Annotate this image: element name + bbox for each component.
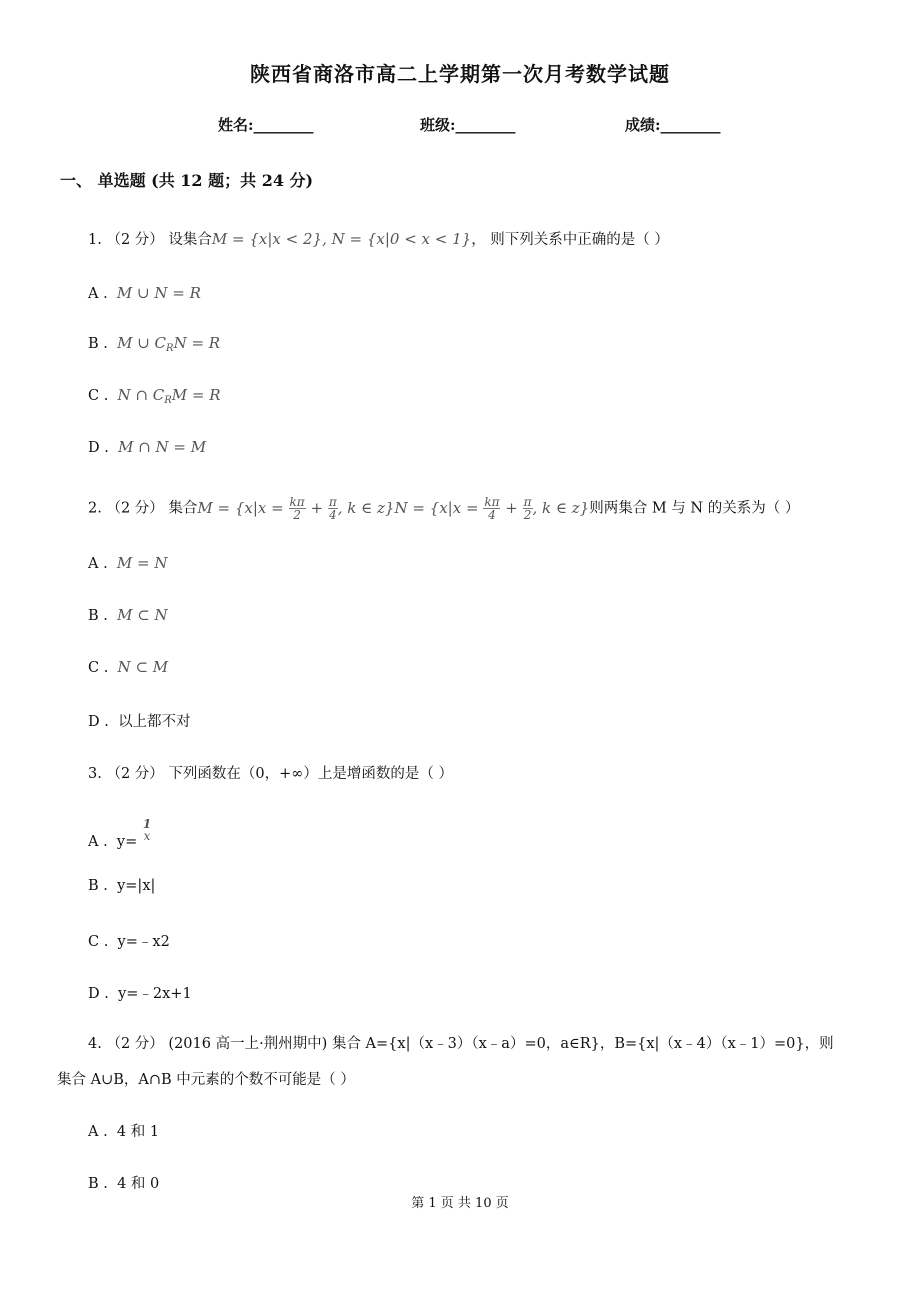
question-score: （2 分） xyxy=(106,232,164,248)
question-number: 2. xyxy=(88,500,102,517)
option-label: A . xyxy=(88,286,108,302)
question-score: （2 分） xyxy=(106,1036,164,1052)
name-field xyxy=(218,114,314,135)
option-1c xyxy=(88,386,221,406)
section-heading: 一、 单选题 (共 12 题；共 24 分) xyxy=(60,171,314,190)
option-2d xyxy=(88,710,191,731)
option-text: y=﹣x2 xyxy=(117,934,170,950)
option-text: N ⊂ M xyxy=(117,658,169,676)
question-4-line2: 集合 A∪B，A∩B 中元素的个数不可能是（ ） xyxy=(57,1072,355,1088)
option-2a xyxy=(88,554,168,572)
question-stem-end: 则两集合 M 与 N 的关系为（ ） xyxy=(589,500,800,517)
option-2c xyxy=(88,658,168,676)
option-label: B . xyxy=(88,878,108,894)
option-text: M ∪ N = R xyxy=(116,284,201,302)
question-4 xyxy=(88,1032,834,1053)
option-label: B . xyxy=(88,336,108,352)
option-4b xyxy=(88,1172,159,1193)
option-label: A . xyxy=(88,556,108,572)
question-3 xyxy=(88,762,453,783)
option-text: y=﹣2x+1 xyxy=(118,986,192,1002)
name-label: 姓名: xyxy=(218,116,254,134)
option-label: C . xyxy=(88,934,109,950)
option-label: B . xyxy=(88,608,108,624)
option-2b xyxy=(88,606,168,624)
option-label: D . xyxy=(88,440,109,456)
option-label: D . xyxy=(88,986,109,1002)
option-text: M ∪ C xyxy=(117,334,167,352)
option-label: B . xyxy=(88,1176,108,1192)
question-number: 4. xyxy=(88,1036,102,1052)
option-text: 以上都不对 xyxy=(118,714,191,730)
option-text: M ⊂ N xyxy=(117,606,168,624)
question-number: 1. xyxy=(88,232,102,248)
question-score: （2 分） xyxy=(106,766,164,782)
option-label: D . xyxy=(88,714,109,730)
option-3c xyxy=(88,930,170,951)
option-1d xyxy=(88,438,206,456)
score-label: 成绩: xyxy=(625,116,661,134)
option-text-end: N = R xyxy=(173,334,221,352)
option-text-end: M = R xyxy=(171,386,221,404)
option-3a xyxy=(88,818,152,850)
option-1b xyxy=(88,334,220,354)
option-label: C . xyxy=(88,660,109,676)
score-field xyxy=(625,114,721,135)
formula-n: N = {x|x = $\frac{k\pi}{4}$ + $\frac{\pi}{2}$ , k ∈ z} xyxy=(394,495,590,522)
class-field xyxy=(420,114,516,135)
formula-m: M = {x|x = $\frac{k\pi}{2}$ + $\frac{\pi}{4}$ , k ∈ z} xyxy=(197,495,395,522)
question-number: 3. xyxy=(88,766,102,782)
option-text: M = N xyxy=(116,554,168,572)
option-label: C . xyxy=(88,388,109,404)
option-text: 4 和 0 xyxy=(117,1176,160,1192)
question-score: （2 分） xyxy=(106,500,164,517)
option-text: N ∩ C xyxy=(117,386,165,404)
option-subscript: R xyxy=(166,343,174,354)
question-stem: 设集合 xyxy=(168,232,212,248)
option-text: 4 和 1 xyxy=(116,1124,160,1140)
name-blank: ________ xyxy=(253,116,314,134)
question-stem: 集合 xyxy=(168,500,198,517)
question-stem: 下列函数在（0，+∞）上是增函数的是（ ） xyxy=(168,766,453,782)
score-blank: ________ xyxy=(660,116,721,134)
option-label: A . xyxy=(88,834,108,850)
option-subscript: R xyxy=(164,395,172,406)
option-3d xyxy=(88,982,192,1003)
page-title: 陕西省商洛市高二上学期第一次月考数学试题 xyxy=(250,62,670,86)
option-label: A . xyxy=(88,1124,108,1140)
question-2 xyxy=(88,496,799,521)
question-stem: (2016 高一上·荆州期中) 集合 A={x|（x﹣3）（x﹣a）=0，a∈R}，B={x|（x﹣4）（x﹣1）=0}，则 xyxy=(168,1036,834,1052)
option-text: y=|x| xyxy=(117,878,156,894)
option-4a xyxy=(88,1120,159,1141)
option-text: y= xyxy=(116,834,138,850)
class-blank: ________ xyxy=(455,116,516,134)
option-fraction: 1 x xyxy=(142,817,152,843)
option-3b xyxy=(88,878,155,894)
page-footer: 第 1 页 共 10 页 xyxy=(411,1196,509,1211)
question-stem-end: ， 则下列关系中正确的是（ ） xyxy=(471,232,669,248)
question-1 xyxy=(88,228,669,249)
class-label: 班级: xyxy=(420,116,456,134)
option-1a xyxy=(88,284,201,302)
option-text: M ∩ N = M xyxy=(118,438,207,456)
question-formula: M = {x|x < 2}, N = {x|0 < x < 1} xyxy=(211,230,472,248)
